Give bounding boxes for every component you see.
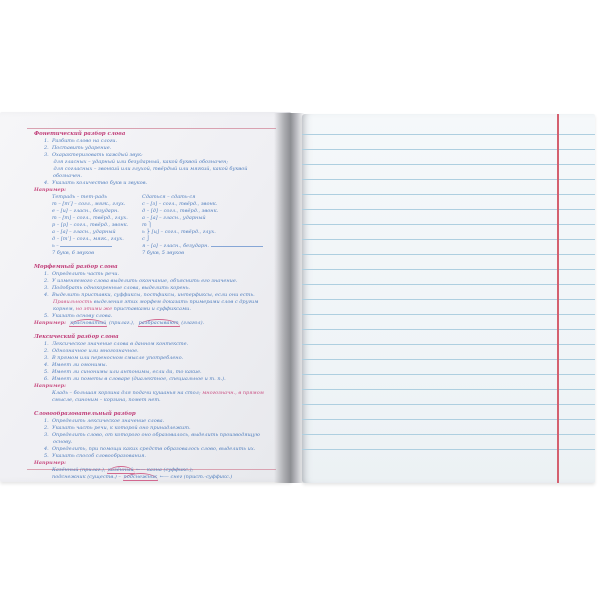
- example-columns: [34, 194, 277, 257]
- list-item: 1. Разбить слово на слоги.: [44, 138, 118, 144]
- list-item: 4. Имеет ли омонимы.: [44, 362, 108, 368]
- instruction-list: [34, 341, 277, 383]
- list-item: 3. Определить слово, от которого оно образовалось, выделить производящую основу.: [44, 432, 262, 445]
- list-item: 1. Лексическое значение слова в данном контексте.: [44, 341, 189, 347]
- text-segment-rule: [60, 244, 112, 247]
- analysis-line: р – [р] – согл., твёрд., звонк.: [52, 222, 129, 228]
- analysis-line: а – [а] – гласн., ударный: [52, 229, 116, 235]
- section-title: Словообразовательный разбор: [34, 411, 136, 417]
- list-item: 2. Указать часть речи, к которой оно принадлежит.: [44, 425, 191, 431]
- example-column-tetrad: [52, 194, 142, 257]
- analysis-line: с – [з] – согл., твёрд., звонк.: [142, 201, 218, 207]
- left-page: [0, 112, 292, 482]
- list-item: [34, 292, 277, 313]
- analysis-line: ь ⎬ [ц] – согл., твёрд., глух.: [142, 229, 216, 235]
- binding-gutter: [274, 113, 304, 483]
- analysis-line: 7 букв, 6 звуков: [52, 250, 95, 256]
- list-item: для согласных – звонкий или глухой, твёрдый или мягкий, какой буквой обозначен.: [44, 166, 250, 179]
- right-page: [302, 114, 595, 483]
- text-segment: (глагол).: [179, 320, 205, 326]
- analysis-line: т – [т’] – согл., мягк., глух.: [52, 201, 126, 207]
- red-margin-line: [557, 114, 559, 483]
- example-line: [52, 467, 277, 474]
- section-morphemic-analysis: [34, 264, 277, 327]
- text-segment: ←— казна (суффикс.);: [134, 467, 194, 473]
- text-segment: смысле, синоним – корзина, помет нет.: [52, 390, 266, 403]
- example-label: Например:: [34, 187, 67, 193]
- list-item: 5. Указать способ словообразования.: [44, 453, 146, 459]
- analysis-line: Сдаться – сдать-ся: [142, 194, 196, 200]
- text-segment-pk: Правильность: [53, 299, 93, 305]
- section-phonetic-analysis: [34, 131, 277, 257]
- text-segment: ь –: [52, 243, 61, 249]
- section-word-formation-analysis: [34, 411, 277, 481]
- analysis-line: д – [д] – согл., твёрд., звонк.: [142, 208, 219, 214]
- analysis-line: е – [и] – гласн., безударн.: [52, 208, 119, 214]
- text-segment: ←— снег (прист.-суффикс.): [158, 474, 233, 480]
- example-paragraph: [34, 467, 277, 481]
- analysis-line: [142, 243, 263, 250]
- list-item: 2. Поставить ударение.: [44, 145, 112, 151]
- text-segment-mk: разбрасывают: [138, 320, 179, 326]
- list-item: 1. Определить часть речи.: [44, 271, 120, 277]
- section-title: Фонетический разбор слова: [34, 131, 126, 137]
- example-line: [34, 320, 277, 327]
- ruled-lines: [302, 134, 595, 459]
- analysis-line: д – [т’] – согл., мягк., глух.: [52, 236, 124, 242]
- text-segment-mk: подснежник: [123, 474, 158, 480]
- instruction-list: [34, 271, 277, 320]
- example-label: Например:: [34, 383, 67, 389]
- text-segment: подснежник (существ.) –: [52, 474, 123, 480]
- example-label: Например:: [34, 320, 67, 326]
- left-page-content: [34, 131, 277, 488]
- list-item: 5. Указать основу слова.: [44, 313, 113, 319]
- section-lexical-analysis: [34, 334, 277, 404]
- section-title: Лексический разбор слова: [34, 334, 119, 340]
- analysis-line: 7 букв, 5 звуков: [142, 250, 185, 256]
- list-item: 1. Определить лексическое значение слова.: [44, 418, 165, 424]
- analysis-line: т ⎫: [142, 222, 153, 228]
- list-item: 3. В прямом или переносном смысле употреблено.: [44, 355, 184, 361]
- text-segment: Кладь – большая корзина для подачи кушанья на стол;: [52, 390, 203, 396]
- text-segment: выделения этих морфем доказать примерами слов с другим корнем,: [53, 299, 260, 312]
- text-segment: 4. Выделить приставки, суффиксы, постфиксы, интерфиксы, если они есть.: [44, 292, 257, 298]
- list-item: 3. Подобрать однокоренные слова, выделить корень.: [44, 285, 191, 291]
- list-item: 3. Охарактеризовать каждый звук:: [44, 152, 143, 158]
- analysis-line: [52, 243, 142, 250]
- text-segment: Казённый (прилаг.),: [52, 467, 108, 473]
- text-segment: (прилаг.),: [107, 320, 138, 326]
- instruction-list: [34, 138, 277, 187]
- top-margin-rule: [27, 128, 276, 129]
- list-item: 2. У изменяемого слова выделить окончание, объяснить его значение.: [44, 278, 238, 284]
- example-column-sdatsya: [142, 194, 263, 257]
- example-paragraph: [34, 390, 277, 404]
- list-item: 2. Однозначное или многозначное.: [44, 348, 139, 354]
- list-item: для гласных – ударный или безударный, какой буквой обозначен;: [44, 159, 229, 165]
- text-segment-mk: казённый: [108, 467, 134, 473]
- example-line: [52, 474, 277, 481]
- analysis-line: а – [а] – гласн., ударный: [142, 215, 206, 221]
- text-segment-rule: [211, 244, 263, 247]
- example-label: Например:: [34, 460, 67, 466]
- list-item: 6. Имеет ли пометы в словаре (диалектное, специальное и т. п.).: [44, 376, 226, 382]
- text-segment-pk: но этими же: [75, 306, 113, 312]
- example-content: [66, 319, 204, 327]
- section-title: Морфемный разбор слова: [34, 264, 118, 270]
- text-segment-mk: красноватый: [70, 320, 107, 326]
- list-item: 4. Указать количество букв и звуков.: [44, 180, 148, 186]
- text-segment-pk: многозначн., в прямом: [202, 390, 264, 396]
- analysis-line: т – [т] – согл., твёрд., глух.: [52, 215, 128, 221]
- analysis-line: Тетрадь – тет-радь: [52, 194, 107, 200]
- text-segment: я – [а] – гласн., безударн.: [142, 243, 211, 249]
- instruction-list: [34, 418, 277, 460]
- list-item: 5. Имеет ли синонимы или антонимы, если да, то какие.: [44, 369, 202, 375]
- text-segment: приставками и суффиксами.: [112, 306, 191, 312]
- analysis-line: с ⎭: [142, 236, 151, 242]
- list-item: 4. Определить, при помощи каких средств образовалось слово, выделить их.: [44, 446, 256, 452]
